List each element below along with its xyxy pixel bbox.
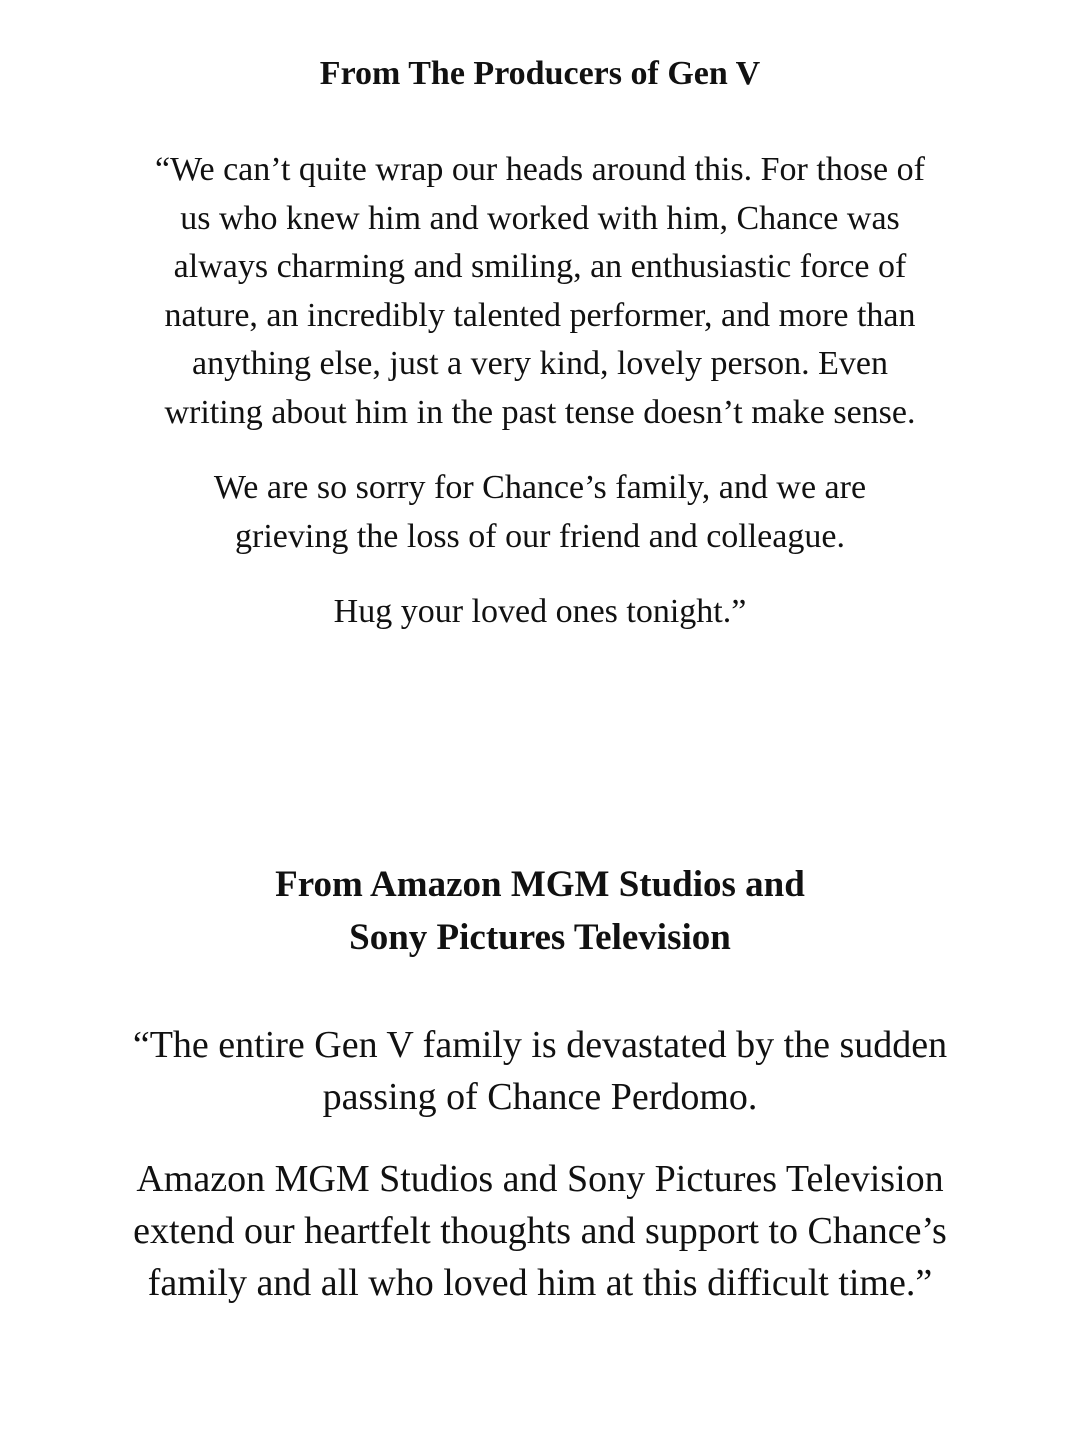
statement-paragraph bbox=[0, 1019, 1080, 1123]
statement-paragraph bbox=[0, 464, 1080, 561]
statement-paragraph bbox=[0, 588, 1080, 637]
statement-body bbox=[0, 1019, 1080, 1309]
text-line: anything else, just a very kind, lovely person. Even bbox=[192, 345, 888, 382]
producers-statement bbox=[0, 52, 1080, 637]
text-line: “The entire Gen V family is devastated by the sudden bbox=[132, 1024, 948, 1066]
text-line: nature, an incredibly talented performer, and more than bbox=[164, 296, 916, 334]
text-line: always charming and smiling, an enthusiastic force of bbox=[173, 248, 907, 285]
text-line: writing about him in the past tense doesn’t make sense. bbox=[164, 393, 916, 431]
text-line: us who knew him and worked with him, Chance was bbox=[180, 199, 900, 237]
text-line: Amazon MGM Studios and Sony Pictures Television bbox=[136, 1158, 944, 1200]
statement-paragraph bbox=[0, 146, 1080, 437]
heading-line: From The Producers of Gen V bbox=[319, 55, 761, 92]
text-line: family and all who loved him at this difficult time.” bbox=[147, 1262, 933, 1304]
statement-paragraph bbox=[0, 1153, 1080, 1309]
text-line: Hug your loved ones tonight.” bbox=[333, 593, 747, 630]
text-line: “We can’t quite wrap our heads around this. For those of bbox=[155, 151, 925, 188]
text-line: passing of Chance Perdomo. bbox=[322, 1076, 758, 1118]
statement-heading bbox=[0, 858, 1080, 964]
heading-line: Sony Pictures Television bbox=[349, 917, 731, 958]
statement-heading bbox=[0, 52, 1080, 96]
statement-body bbox=[0, 146, 1080, 637]
text-line: We are so sorry for Chance’s family, and we are bbox=[213, 469, 867, 506]
heading-line: From Amazon MGM Studios and bbox=[275, 864, 805, 905]
text-line: grieving the loss of our friend and colleague. bbox=[235, 517, 845, 555]
text-line: extend our heartfelt thoughts and support to Chance’s bbox=[133, 1210, 947, 1252]
studios-statement bbox=[0, 858, 1080, 1309]
